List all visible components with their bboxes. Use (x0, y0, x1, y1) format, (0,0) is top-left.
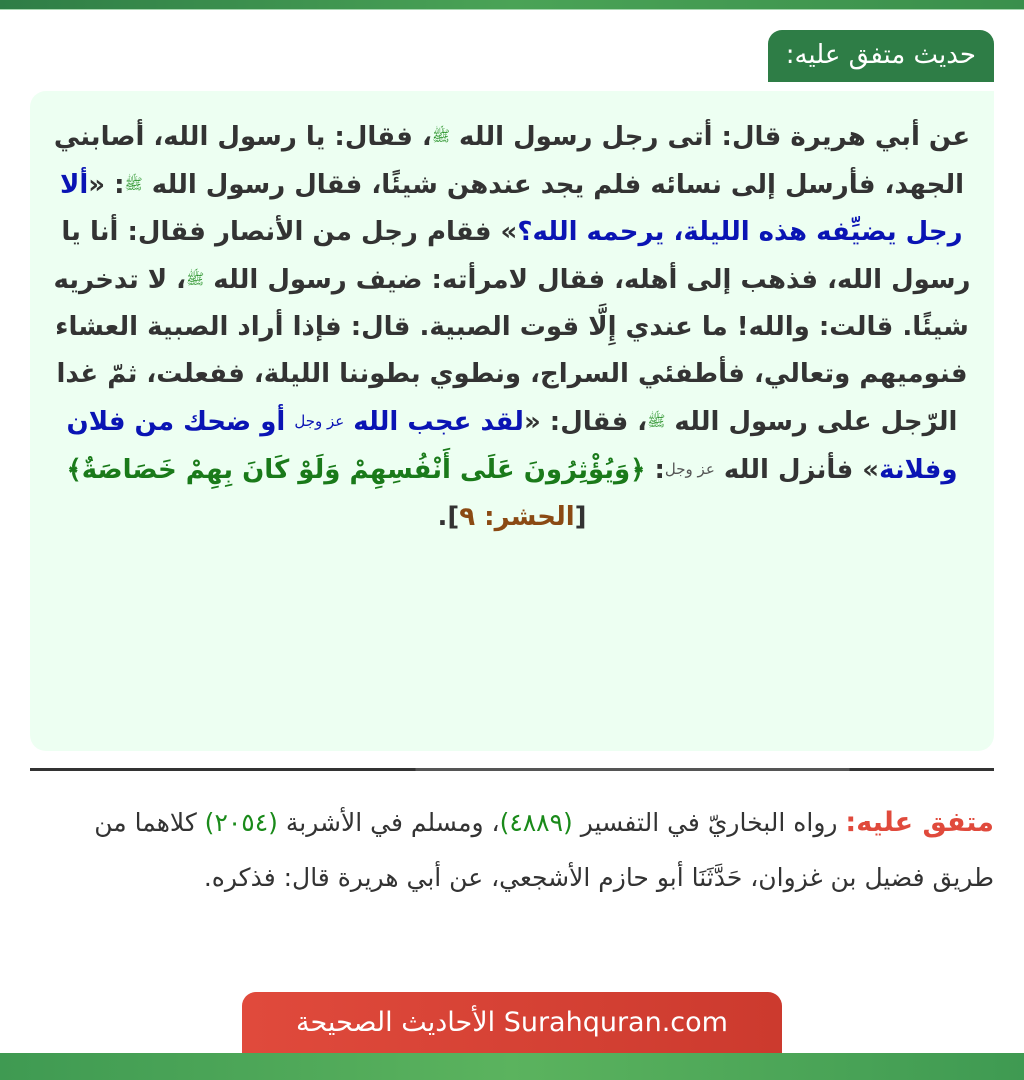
hadith-text (52, 113, 972, 541)
verse-reference: الحشر: ٩ (459, 502, 575, 532)
prophet-quote: ألا رجل يضيِّفه هذه الليلة، يرحمه الله؟ (59, 170, 963, 247)
hadith-card (30, 91, 994, 751)
prophet-quote: أو ضحك من فلان وفلانة (66, 407, 958, 485)
page-title: حديث متفق عليه: (768, 30, 994, 82)
prophet-quote: لقد عجب الله (344, 407, 524, 437)
site-footer-badge[interactable]: الأحاديث الصحيحة Surahquran.com (242, 992, 782, 1053)
source-label: متفق عليه: (845, 807, 994, 838)
top-banner-bar (0, 0, 1024, 10)
salutation-icon: ﷺ (124, 175, 143, 193)
hadith-segment: ، فقال: يا رسول الله، أصابني (53, 122, 432, 152)
section-divider (30, 768, 994, 771)
salutation-icon: ﷺ (431, 127, 450, 145)
muslim-reference: (٢٠٥٤) (204, 808, 278, 837)
source-segment: ، ومسلم في الأشربة (277, 808, 500, 837)
hadith-segment: ، لا تدخريه شيئًا. قالت: والله! ما عندي إِلَّا قوت الصبية. قال: فإذا أراد الصبية العشاء فنوميهم وتعالي، فأطفئي السراج، ونطوي بطوننا الليلة، ففعلت، ثمّ غدا الرّجل على رسول الله (53, 265, 969, 437)
hadith-segment: ]. (437, 502, 460, 532)
quran-verse: ﴿وَيُؤْثِرُونَ عَلَى أَنْفُسِهِمْ وَلَوْ كَانَ بِهِمْ خَصَاصَةٌ﴾ (66, 455, 646, 485)
hadith-segment: الجهد، فأرسل إلى نسائه فلم يجد عندهن شيئًا، فقال رسول الله (142, 170, 965, 200)
source-text (30, 795, 994, 905)
hadith-segment: » فأنزل الله (714, 455, 880, 485)
azza-wajal-icon: عز وجل (664, 460, 715, 478)
hadith-segment: عن أبي هريرة قال: أتى رجل رسول الله (449, 122, 971, 152)
salutation-icon: ﷺ (647, 412, 666, 430)
salutation-icon: ﷺ (186, 270, 205, 288)
hadith-segment: : « (88, 170, 125, 200)
hadith-segment: ، فقال: « (523, 407, 648, 437)
hadith-segment: : (645, 455, 665, 485)
source-segment: رواه البخاريّ في التفسير (572, 808, 846, 837)
bottom-banner-bar (0, 1053, 1024, 1080)
source-segment: كلاهما من طريق فضيل بن غزوان، حَدَّثَنَا أبو حازم الأشجعي، عن أبي هريرة قال: فذكره. (94, 808, 994, 892)
azza-wajal-icon: عز وجل (294, 412, 345, 430)
hadith-segment: [ (574, 502, 587, 532)
bukhari-reference: (٤٨٨٩) (499, 808, 573, 837)
hadith-segment: » فقام رجل من الأنصار فقال: أنا يا رسول الله، فذهب إلى أهله، فقال لامرأته: ضيف رسول الله (61, 217, 971, 295)
